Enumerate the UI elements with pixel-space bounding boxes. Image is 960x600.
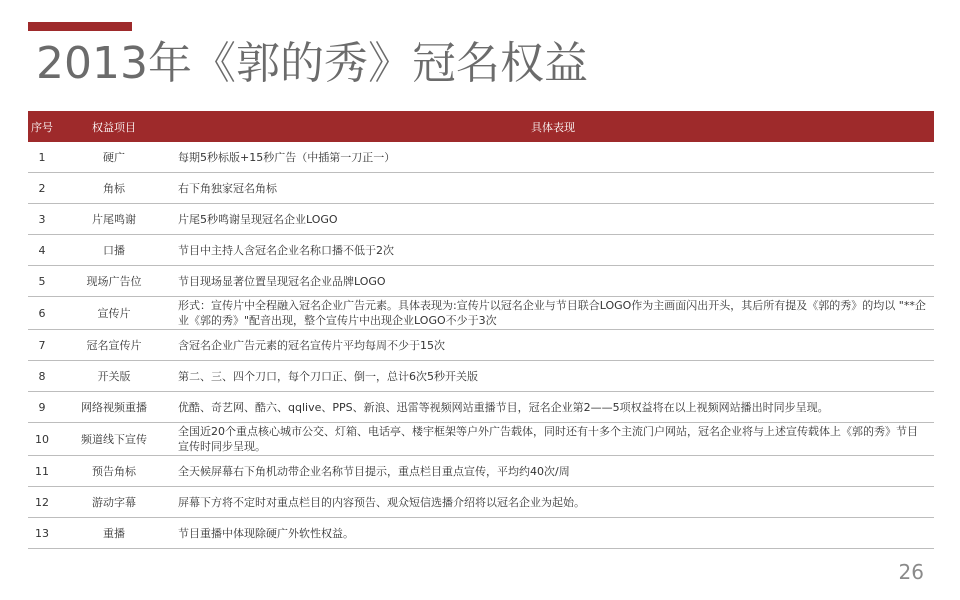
row-number: 4 — [28, 235, 56, 266]
row-number: 5 — [28, 266, 56, 297]
row-detail: 节目中主持人含冠名企业名称口播不低于2次 — [172, 235, 934, 266]
row-item: 现场广告位 — [56, 266, 172, 297]
table-row — [28, 173, 934, 204]
header-detail: 具体表现 — [172, 111, 934, 142]
table-header-row — [28, 111, 934, 142]
page-title: 2013年《郭的秀》冠名权益 — [36, 38, 588, 89]
row-number: 1 — [28, 142, 56, 173]
row-item: 冠名宣传片 — [56, 330, 172, 361]
row-detail: 形式：宣传片中全程融入冠名企业广告元素。具体表现为:宣传片以冠名企业与节目联合LOGO作为主画面闪出开头，其后所有提及《郭的秀》的均以 "**企业《郭的秀》"配音出现，整个宣传片中出现企业LOGO不少于3次 — [172, 297, 934, 330]
row-item: 角标 — [56, 173, 172, 204]
table-row — [28, 487, 934, 518]
row-number: 3 — [28, 204, 56, 235]
row-number: 11 — [28, 456, 56, 487]
row-number: 12 — [28, 487, 56, 518]
row-detail: 含冠名企业广告元素的冠名宣传片平均每周不少于15次 — [172, 330, 934, 361]
row-detail: 每期5秒标版+15秒广告（中插第一刀正一） — [172, 142, 934, 173]
table-row — [28, 456, 934, 487]
row-detail: 优酷、奇艺网、酷六、qqlive、PPS、新浪、迅雷等视频网站重播节目，冠名企业第2——5项权益将在以上视频网站播出时同步呈现。 — [172, 392, 934, 423]
row-number: 10 — [28, 423, 56, 456]
table-row — [28, 361, 934, 392]
row-item: 硬广 — [56, 142, 172, 173]
row-item: 网络视频重播 — [56, 392, 172, 423]
row-item: 宣传片 — [56, 297, 172, 330]
row-number: 8 — [28, 361, 56, 392]
row-detail: 全天候屏幕右下角机动带企业名称节目提示，重点栏目重点宣传，平均约40次/周 — [172, 456, 934, 487]
row-detail: 屏幕下方将不定时对重点栏目的内容预告、观众短信选播介绍将以冠名企业为起始。 — [172, 487, 934, 518]
row-item: 预告角标 — [56, 456, 172, 487]
table-row — [28, 235, 934, 266]
page-number: 26 — [898, 560, 924, 584]
table-row — [28, 297, 934, 330]
row-number: 9 — [28, 392, 56, 423]
row-number: 6 — [28, 297, 56, 330]
row-number: 13 — [28, 518, 56, 549]
header-item: 权益项目 — [56, 111, 172, 142]
table-row — [28, 204, 934, 235]
table-row — [28, 423, 934, 456]
row-number: 2 — [28, 173, 56, 204]
table-row — [28, 392, 934, 423]
table-row — [28, 330, 934, 361]
row-detail: 全国近20个重点核心城市公交、灯箱、电话亭、楼宇框架等户外广告载体，同时还有十多个主流门户网站，冠名企业将与上述宣传载体上《郭的秀》节目宣传时同步呈现。 — [172, 423, 934, 456]
row-item: 重播 — [56, 518, 172, 549]
header-number: 序号 — [28, 111, 56, 142]
row-item: 片尾鸣谢 — [56, 204, 172, 235]
rights-table — [28, 111, 934, 549]
row-number: 7 — [28, 330, 56, 361]
row-detail: 片尾5秒鸣谢呈现冠名企业LOGO — [172, 204, 934, 235]
row-detail: 第二、三、四个刀口，每个刀口正、倒一，总计6次5秒开关版 — [172, 361, 934, 392]
row-detail: 节目现场显著位置呈现冠名企业品牌LOGO — [172, 266, 934, 297]
row-item: 口播 — [56, 235, 172, 266]
row-item: 开关版 — [56, 361, 172, 392]
row-detail: 节目重播中体现除硬广外软性权益。 — [172, 518, 934, 549]
row-detail: 右下角独家冠名角标 — [172, 173, 934, 204]
row-item: 频道线下宣传 — [56, 423, 172, 456]
table-row — [28, 518, 934, 549]
row-item: 游动字幕 — [56, 487, 172, 518]
table-row — [28, 142, 934, 173]
table-row — [28, 266, 934, 297]
